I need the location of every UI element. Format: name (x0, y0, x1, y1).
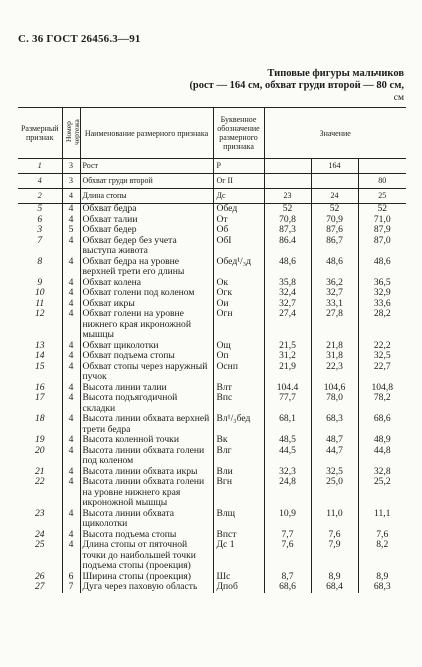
feature-name: Обхват бедра на уровне верхней трети его длины (80, 257, 213, 278)
value-cell: 52 (358, 204, 406, 215)
value-cell: 22,7 (358, 362, 406, 383)
table-header-row (18, 108, 406, 159)
feature-symbol: Об (213, 225, 264, 236)
caption-unit: см (393, 93, 404, 103)
value-cell: 8,2 (358, 540, 406, 572)
drawing-number: 4 (62, 189, 80, 204)
value-cell: 48,9 (358, 435, 406, 446)
feature-symbol: Ои (213, 299, 264, 310)
table-row (18, 351, 406, 362)
feature-name: Обхват груди второй (80, 174, 213, 189)
drawing-number: 3 (62, 159, 80, 174)
value-cell: 70,8 (264, 215, 311, 226)
value-cell: 87,6 (311, 225, 358, 236)
drawing-number: 4 (62, 530, 80, 541)
feature-number: 17 (34, 392, 45, 403)
feature-number: 23 (34, 507, 45, 519)
value-cell: 25,0 (311, 477, 358, 509)
feature-number: 1 (18, 159, 62, 174)
feature-symbol: Влщ (213, 509, 264, 530)
feature-name: Обхват бедра (80, 204, 213, 215)
value-cell: 68,1 (264, 414, 311, 435)
feature-number: 14 (34, 350, 45, 361)
feature-name: Высота линии обхвата щиколотки (80, 509, 213, 530)
feature-symbol: Дс 1 (213, 540, 264, 572)
feature-symbol: Влг (213, 446, 264, 467)
drawing-number: 4 (62, 362, 80, 383)
feature-name: Высота линии обхвата икры (80, 467, 213, 478)
feature-name: Дуга через паховую область (80, 582, 213, 593)
value-cell: 25 (358, 189, 406, 204)
drawing-number: 4 (62, 435, 80, 446)
feature-number: 25 (34, 539, 45, 550)
table-row (18, 278, 406, 289)
value-cell: 44,5 (264, 446, 311, 467)
table-header-value-row (18, 189, 406, 204)
value-cell: 68,6 (358, 414, 406, 435)
table-row (18, 204, 406, 215)
table-row (18, 467, 406, 478)
table-caption (104, 68, 404, 104)
feature-symbol: Обед (213, 204, 264, 215)
value-cell: 32,5 (358, 351, 406, 362)
value-cell: 77,7 (264, 393, 311, 414)
feature-name: Высота подъягодичной складки (80, 393, 213, 414)
feature-symbol: Огн (213, 309, 264, 341)
value-cell: 10,9 (264, 509, 311, 530)
value-cell: 32,7 (311, 288, 358, 299)
table-row (18, 393, 406, 414)
value-cell: 71,0 (358, 215, 406, 226)
drawing-number: 4 (62, 215, 80, 226)
drawing-number: 4 (62, 204, 80, 215)
table-row (18, 477, 406, 509)
feature-symbol: Вк (213, 435, 264, 446)
col-header-feature: Размерный признак (18, 108, 62, 159)
drawing-number: 4 (62, 288, 80, 299)
feature-name: Обхват стопы через наружный пучок (80, 362, 213, 383)
value-cell: 80 (358, 174, 406, 189)
drawing-number: 4 (62, 278, 80, 289)
table-row (18, 435, 406, 446)
drawing-number: 4 (62, 383, 80, 394)
drawing-number: 4 (62, 236, 80, 257)
value-cell: 104.4 (264, 383, 311, 394)
value-cell: 11,1 (358, 509, 406, 530)
table-row (18, 446, 406, 467)
feature-symbol: Огк (213, 288, 264, 299)
value-cell: 68,4 (311, 582, 358, 593)
feature-name: Ширина стопы (проекция) (80, 572, 213, 583)
drawing-number: 4 (62, 299, 80, 310)
feature-name: Обхват голени на уровне нижнего края икроножной мышцы (80, 309, 213, 341)
col-header-title: Наименование размерного признака (80, 108, 213, 159)
value-cell: 11,0 (311, 509, 358, 530)
value-cell: 31,8 (311, 351, 358, 362)
value-cell: 48,6 (311, 257, 358, 278)
feature-symbol: Оп (213, 351, 264, 362)
feature-name: Обхват щиколотки (80, 341, 213, 352)
feature-number: 24 (34, 528, 45, 540)
value-cell: 48,6 (358, 257, 406, 278)
feature-number: 19 (34, 434, 45, 445)
feature-number: 20 (34, 444, 45, 456)
feature-number: 12 (34, 308, 45, 319)
value-cell: 27,4 (264, 309, 311, 341)
feature-name: Длина стопы от пяточной точки до наибольшей точки подъема стопы (проекция) (80, 540, 213, 572)
feature-symbol: Впс (213, 393, 264, 414)
value-cell: 104,8 (358, 383, 406, 394)
feature-number: 11 (35, 297, 45, 309)
table-header-value-row (18, 159, 406, 174)
feature-name: Высота линии обхвата голени под коленом (80, 446, 213, 467)
drawing-number: 4 (62, 467, 80, 478)
feature-name: Обхват подъема стопы (80, 351, 213, 362)
value-cell: 25,2 (358, 477, 406, 509)
value-cell: 68,3 (358, 582, 406, 593)
feature-symbol: Ок (213, 278, 264, 289)
drawing-number: 6 (62, 572, 80, 583)
value-cell: 48,5 (264, 435, 311, 446)
value-cell (264, 159, 311, 174)
table-row (18, 215, 406, 226)
value-cell: 44,8 (358, 446, 406, 467)
table-row (18, 383, 406, 394)
value-cell: 7,6 (358, 530, 406, 541)
feature-name: Обхват икры (80, 299, 213, 310)
feature-name: Длина стопы (80, 189, 213, 204)
feature-number: 18 (34, 413, 45, 424)
value-cell: 78,2 (358, 393, 406, 414)
value-cell: 48,7 (311, 435, 358, 446)
feature-name: Обхват колена (80, 278, 213, 289)
feature-name: Высота линии обхвата верхней трети бедра (80, 414, 213, 435)
feature-number: 21 (34, 465, 45, 477)
feature-symbol: Ощ (213, 341, 264, 352)
value-cell: 32,9 (358, 288, 406, 299)
drawing-number: 4 (62, 393, 80, 414)
feature-symbol: Шс (213, 572, 264, 583)
drawing-number: 4 (62, 414, 80, 435)
feature-number: 3 (37, 224, 43, 235)
value-cell: 87,3 (264, 225, 311, 236)
drawing-number: 3 (62, 174, 80, 189)
value-cell (264, 174, 311, 189)
value-cell: 48,6 (264, 257, 311, 278)
value-cell (358, 159, 406, 174)
value-cell: 52 (311, 204, 358, 215)
drawing-number: 7 (62, 582, 80, 593)
value-cell: 8,9 (358, 572, 406, 583)
feature-symbol: Впст (213, 530, 264, 541)
feature-name: Обхват талии (80, 215, 213, 226)
feature-symbol: ОбI (213, 236, 264, 257)
value-cell: 44,7 (311, 446, 358, 467)
feature-symbol: Вгн (213, 477, 264, 509)
value-cell: 52 (264, 204, 311, 215)
value-cell: 24,8 (264, 477, 311, 509)
value-cell: 24 (311, 189, 358, 204)
feature-symbol: От (213, 215, 264, 226)
feature-symbol: Обед¹/₃д (213, 257, 264, 278)
value-cell: 78,0 (311, 393, 358, 414)
caption-subtitle: (рост — 164 см, обхват груди второй — 80 см, (189, 80, 404, 91)
value-cell: 70,9 (311, 215, 358, 226)
feature-name: Обхват бедер без учета выступа живота (80, 236, 213, 257)
value-cell: 32,5 (311, 467, 358, 478)
feature-number: 22 (34, 476, 45, 487)
feature-number: 2 (18, 189, 62, 204)
drawing-number: 4 (62, 509, 80, 530)
page-header: С. 36 ГОСТ 26456.3—91 (18, 33, 141, 45)
feature-number: 10 (34, 287, 45, 298)
feature-symbol: Ог II (213, 174, 264, 189)
drawing-number: 4 (62, 341, 80, 352)
feature-number: 7 (37, 234, 43, 246)
value-cell: 27,8 (311, 309, 358, 341)
value-cell: 31,2 (264, 351, 311, 362)
feature-symbol: Р (213, 159, 264, 174)
feature-name: Обхват голени под коленом (80, 288, 213, 299)
col-header-drawing: Номер чертежа (62, 108, 80, 159)
value-cell: 32,4 (264, 288, 311, 299)
feature-number: 13 (34, 339, 45, 351)
table-row (18, 414, 406, 435)
value-cell: 33,6 (358, 299, 406, 310)
value-cell: 22,2 (358, 341, 406, 352)
feature-number: 27 (34, 581, 45, 592)
drawing-number: 5 (62, 225, 80, 236)
value-cell: 87,0 (358, 236, 406, 257)
value-cell (311, 174, 358, 189)
table-row (18, 540, 406, 572)
table-row (18, 309, 406, 341)
feature-number: 4 (18, 174, 62, 189)
feature-name: Высота подъема стопы (80, 530, 213, 541)
value-cell: 35,8 (264, 278, 311, 289)
value-cell: 7,9 (311, 540, 358, 572)
table-row (18, 362, 406, 383)
feature-number: 8 (37, 255, 43, 267)
feature-symbol: Дпоб (213, 582, 264, 593)
table-row (18, 225, 406, 236)
drawing-number: 4 (62, 351, 80, 362)
value-cell: 8,9 (311, 572, 358, 583)
table-row (18, 341, 406, 352)
feature-number: 26 (34, 570, 45, 582)
value-cell: 21,5 (264, 341, 311, 352)
feature-name: Обхват бедер (80, 225, 213, 236)
value-cell: 32,3 (264, 467, 311, 478)
value-cell: 7,7 (264, 530, 311, 541)
caption-title: Типовые фигуры мальчиков (267, 68, 404, 79)
value-cell: 104,6 (311, 383, 358, 394)
drawing-number: 4 (62, 257, 80, 278)
drawing-number: 4 (62, 446, 80, 467)
col-header-value: Значение (264, 108, 406, 159)
value-cell: 86,7 (311, 236, 358, 257)
feature-symbol: Вл¹/₃бед (213, 414, 264, 435)
value-cell: 164 (311, 159, 358, 174)
feature-symbol: Дс (213, 189, 264, 204)
drawing-number: 4 (62, 309, 80, 341)
value-cell: 7,6 (264, 540, 311, 572)
table-row (18, 530, 406, 541)
drawing-number: 4 (62, 540, 80, 572)
feature-name: Рост (80, 159, 213, 174)
value-cell: 87,9 (358, 225, 406, 236)
table-row (18, 582, 406, 593)
value-cell: 36,2 (311, 278, 358, 289)
table-row (18, 509, 406, 530)
feature-symbol: Оснп (213, 362, 264, 383)
value-cell: 86.4 (264, 236, 311, 257)
value-cell: 21,9 (264, 362, 311, 383)
table-row (18, 572, 406, 583)
table-row (18, 236, 406, 257)
value-cell: 22,3 (311, 362, 358, 383)
value-cell: 28,2 (358, 309, 406, 341)
measurements-table (18, 107, 406, 593)
table-row (18, 288, 406, 299)
feature-number: 16 (34, 381, 45, 393)
value-cell: 8,7 (264, 572, 311, 583)
table-header-value-row (18, 174, 406, 189)
value-cell: 23 (264, 189, 311, 204)
value-cell: 21,8 (311, 341, 358, 352)
value-cell: 33,1 (311, 299, 358, 310)
value-cell: 68,3 (311, 414, 358, 435)
table-row (18, 299, 406, 310)
table-row (18, 257, 406, 278)
value-cell: 32,8 (358, 467, 406, 478)
feature-name: Высота линии талии (80, 383, 213, 394)
feature-symbol: Вли (213, 467, 264, 478)
value-cell: 36,5 (358, 278, 406, 289)
feature-number: 6 (37, 213, 43, 225)
feature-symbol: Влт (213, 383, 264, 394)
value-cell: 7,6 (311, 530, 358, 541)
col-header-symbol: Буквенное обозначение размерного признака (213, 108, 264, 159)
feature-number: 5 (37, 203, 43, 214)
feature-number: 15 (34, 360, 45, 372)
drawing-number: 4 (62, 477, 80, 509)
feature-number: 9 (37, 276, 43, 288)
feature-name: Высота коленной точки (80, 435, 213, 446)
value-cell: 68,6 (264, 582, 311, 593)
feature-name: Высота линии обхвата голени на уровне нижнего края икроножной мышцы (80, 477, 213, 509)
value-cell: 32,7 (264, 299, 311, 310)
